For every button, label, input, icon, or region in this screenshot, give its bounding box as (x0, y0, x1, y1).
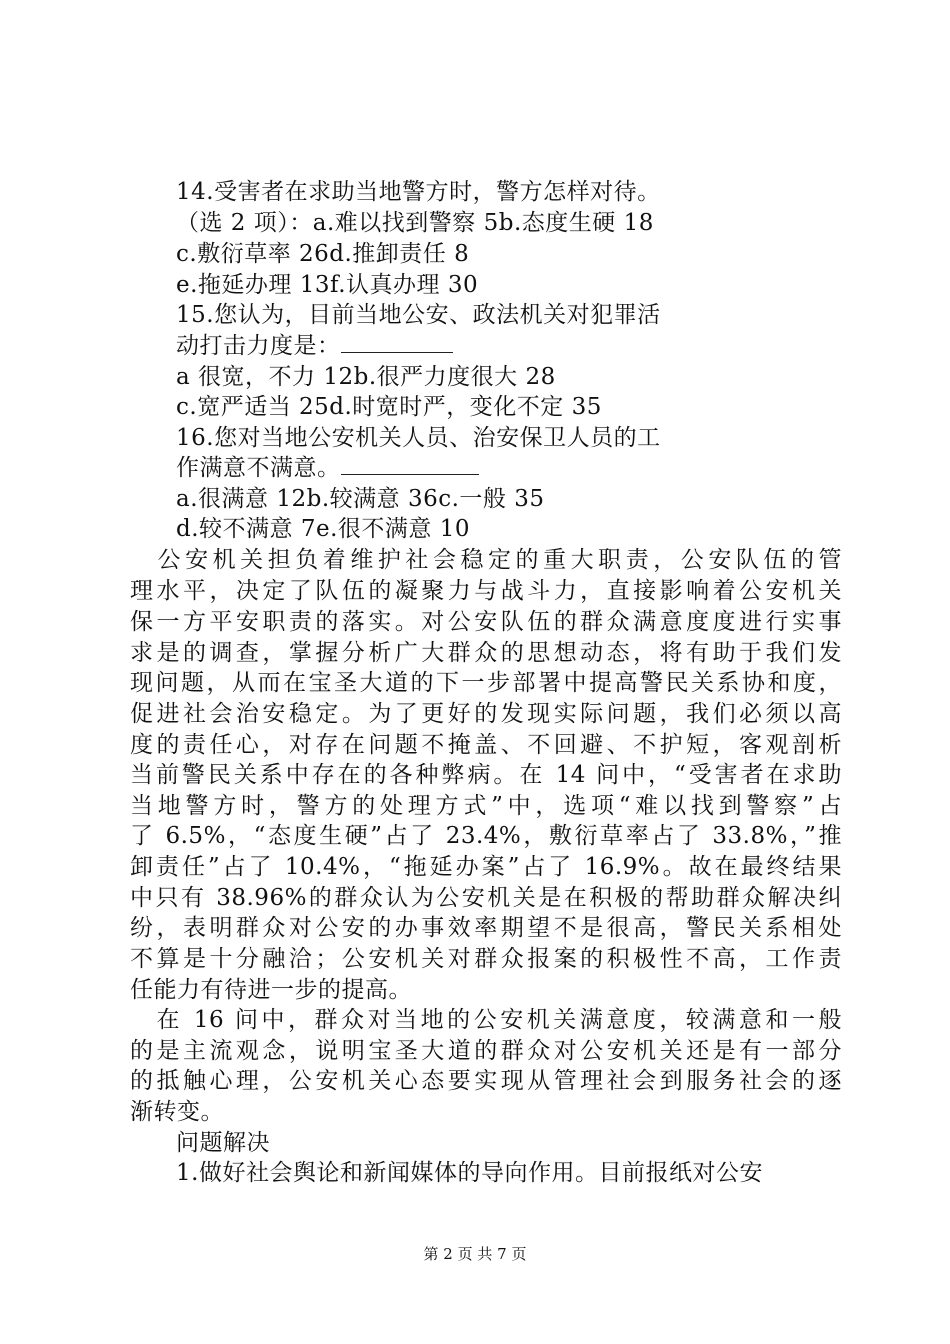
q15-line-1: 15.您认为，目前当地公安、政法机关对犯罪活 (176, 302, 661, 328)
q14-line-1: 14.受害者在求助当地警方时，警方怎样对待。 (176, 179, 661, 205)
para2-line: 在 16 问中，群众对当地的公安机关满意度，较满意和一般 (130, 1007, 842, 1033)
q15-line-3: a 很宽，不力 12b.很严力度很大 28 (176, 364, 556, 390)
para1-line: 理水平，决定了队伍的凝聚力与战斗力，直接影响着公安机关 (130, 578, 842, 604)
q15-answer-blank (341, 332, 453, 353)
para1-line: 纷，表明群众对公安的办事效率期望不是很高，警民关系相处 (130, 915, 842, 941)
para1-line: 当地警方时，警方的处理方式”中，选项“难以找到警察”占 (130, 793, 842, 819)
q16-line-2 (176, 453, 479, 483)
para2-line: 的抵触心理，公安机关心态要实现从管理社会到服务社会的逐 (130, 1068, 842, 1094)
q16-line-4: d.较不满意 7e.很不满意 10 (176, 516, 470, 542)
para1-line: 当前警民关系中存在的各种弊病。在 14 问中，“受害者在求助 (130, 762, 842, 788)
q16-answer-blank (341, 454, 479, 475)
para1-line: 了 6.5%，“态度生硬”占了 23.4%，敷衍草率占了 33.8%，”推 (130, 823, 842, 849)
q15-line-4: c.宽严适当 25d.时宽时严，变化不定 35 (176, 394, 602, 420)
para1-line: 现问题，从而在宝圣大道的下一步部署中提高警民关系协和度， (130, 670, 842, 696)
solution-item-1: 1.做好社会舆论和新闻媒体的导向作用。目前报纸对公安 (176, 1160, 763, 1186)
para2-line: 的是主流观念，说明宝圣大道的群众对公安机关还是有一部分 (130, 1038, 842, 1064)
para1-line: 度的责任心，对存在问题不掩盖、不回避、不护短，客观剖析 (130, 732, 842, 758)
para1-line: 不算是十分融洽；公安机关对群众报案的积极性不高，工作责 (130, 946, 842, 972)
section-title: 问题解决 (176, 1130, 270, 1156)
para1-line: 任能力有待进一步的提高。 (130, 977, 412, 1003)
para1-line: 卸责任”占了 10.4%，“拖延办案”占了 16.9%。故在最终结果 (130, 854, 842, 880)
page-footer: 第 2 页 共 7 页 (423, 1245, 527, 1263)
para1-line: 求是的调查，掌握分析广大群众的思想动态，将有助于我们发 (130, 640, 842, 666)
para1-line: 保一方平安职责的落实。对公安队伍的群众满意度度进行实事 (130, 609, 842, 635)
para1-line: 促进社会治安稳定。为了更好的发现实际问题，我们必须以高 (130, 701, 842, 727)
para1-line: 中只有 38.96%的群众认为公安机关是在积极的帮助群众解决纠 (130, 885, 842, 911)
para2-line: 渐转变。 (130, 1099, 224, 1125)
q16-line-1: 16.您对当地公安机关人员、治安保卫人员的工 (176, 425, 661, 451)
q15-line-2 (176, 331, 453, 361)
q14-line-2: （选 2 项）：a.难以找到警察 5b.态度生硬 18 (176, 210, 654, 236)
q16-line-3: a.很满意 12b.较满意 36c.一般 35 (176, 486, 545, 512)
q14-line-3: c.敷衍草率 26d.推卸责任 8 (176, 241, 470, 267)
q15-question-text: 动打击力度是： (176, 333, 341, 359)
q16-question-text: 作满意不满意。 (176, 455, 341, 481)
para1-line: 公安机关担负着维护社会稳定的重大职责，公安队伍的管 (130, 547, 842, 573)
q14-line-4: e.拖延办理 13f.认真办理 30 (176, 272, 479, 298)
